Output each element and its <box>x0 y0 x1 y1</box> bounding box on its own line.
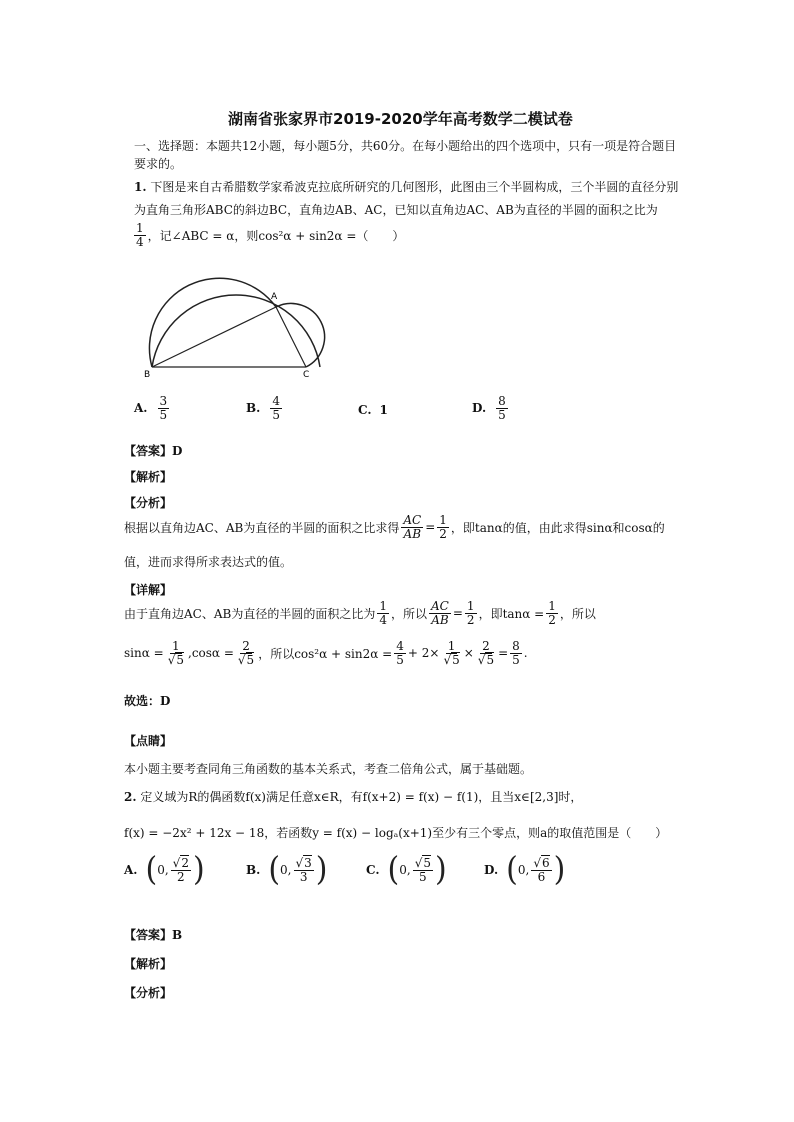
interval-zero: 0, <box>280 863 292 877</box>
frac-num: 4 <box>396 639 404 653</box>
frac-den: AB <box>431 612 449 627</box>
right-paren-icon: ) <box>435 850 447 889</box>
right-paren-icon: ) <box>315 850 328 889</box>
interval-frac <box>171 857 191 883</box>
radicand: 5 <box>423 855 431 870</box>
q1-number: 1. <box>134 180 147 194</box>
q1-ratio-num: 1 <box>136 221 144 235</box>
label-C: C <box>303 370 310 380</box>
semicircle-bc <box>152 295 320 367</box>
frac-num: √2 <box>172 855 189 870</box>
interval-frac <box>413 857 433 883</box>
fenxi-text: ，即tanα的值，由此求得sinα和cosα的 <box>450 520 665 535</box>
q1-xiangjie-line1 <box>124 600 596 626</box>
segment-ab <box>152 307 276 367</box>
xj-frac <box>546 600 558 626</box>
frac-num: 2 <box>482 639 490 653</box>
option-label: B. <box>246 863 261 877</box>
frac-num: 1 <box>466 599 475 613</box>
label-B: B <box>144 370 151 380</box>
xj-frac <box>441 640 461 666</box>
xj-text: = <box>498 646 509 661</box>
radicand: 6 <box>541 855 550 870</box>
frac-den: √5 <box>237 652 255 667</box>
radicand: 5 <box>176 652 184 667</box>
xj-text: × <box>463 646 474 661</box>
q1-dianjing-heading: 【点睛】 <box>124 734 173 748</box>
frac-den: √5 <box>477 652 495 667</box>
q1-fenxi-line1 <box>124 514 665 540</box>
frac-den: 5 <box>512 652 520 667</box>
left-paren-icon: ( <box>387 850 400 889</box>
frac-num: AC <box>431 599 449 613</box>
option-d-fraction <box>496 395 508 421</box>
frac-den: 5 <box>498 407 506 422</box>
interval <box>506 850 566 889</box>
frac-den: √5 <box>443 652 460 667</box>
xj-text: 由于直角边AC、AB为直径的半圆的面积之比为 <box>124 606 376 621</box>
left-paren-icon: ( <box>268 850 281 889</box>
fenxi-text: 根据以直角边AC、AB为直径的半圆的面积之比求得 <box>124 520 400 535</box>
interval-frac <box>531 857 551 883</box>
option-label: C. <box>358 403 372 417</box>
xj-frac <box>166 640 186 666</box>
frac-num: √5 <box>414 855 431 870</box>
option-label: C. <box>366 863 380 877</box>
right-paren-icon: ) <box>192 850 205 889</box>
page-title: 湖南省张家界市2019-2020学年高考数学二模试卷 <box>228 110 573 128</box>
frac-den: 5 <box>396 652 404 667</box>
semicircle-ac <box>276 303 325 367</box>
fenxi-frac-ac-ab <box>401 514 423 540</box>
option-label: A. <box>134 401 148 416</box>
equals-sign: = <box>425 520 436 535</box>
q2-text-1: 定义域为R的偶函数f(x)满足任意x∈R，有f(x+2) = f(x) − f(1)，且当x∈[2,3]时， <box>140 790 583 804</box>
frac-den: AB <box>403 526 422 541</box>
xj-text: ，即tanα = <box>478 606 545 621</box>
xj-frac <box>377 600 389 626</box>
q2-option-a[interactable] <box>124 850 205 889</box>
left-paren-icon: ( <box>145 850 158 889</box>
radicand: 3 <box>304 855 312 870</box>
frac-num: √3 <box>295 855 312 870</box>
q1-ratio-den: 4 <box>136 234 144 249</box>
frac-num: √6 <box>533 855 550 870</box>
semicircle-ab <box>149 278 276 367</box>
q2-number: 2. <box>124 790 137 804</box>
frac-den: 3 <box>299 869 308 884</box>
frac-num: 8 <box>498 394 506 408</box>
frac-den: 5 <box>272 407 280 422</box>
frac-num: 1 <box>548 599 556 613</box>
frac-num: 3 <box>159 394 168 408</box>
xj-text: . <box>523 646 528 661</box>
q1-stem-line3 <box>132 222 404 248</box>
frac-den: √5 <box>167 652 184 667</box>
option-label: D. <box>472 401 487 416</box>
fenxi-frac-half <box>437 514 449 540</box>
frac-num: 1 <box>439 513 447 527</box>
q2-option-b[interactable] <box>246 850 328 889</box>
label-A: A <box>271 292 278 302</box>
frac-num: 4 <box>272 394 280 408</box>
q1-option-b[interactable] <box>246 395 284 421</box>
frac-num: 1 <box>447 639 456 653</box>
interval-frac <box>294 857 314 883</box>
interval-zero: 0, <box>517 863 530 877</box>
xj-frac <box>394 640 406 666</box>
option-b-fraction <box>270 395 282 421</box>
option-label: A. <box>124 863 138 877</box>
frac-num: AC <box>403 513 422 527</box>
q1-stem-line2: 为直角三角形ABC的斜边BC，直角边AB、AC，已知以直角边AC、AB为直径的半圆的面积之比为 <box>134 203 658 217</box>
q2-stem-line1 <box>124 788 582 805</box>
xj-frac <box>236 640 256 666</box>
frac-num: 2 <box>242 639 250 653</box>
q1-dianjing-text: 本小题主要考查同角三角函数的基本关系式，考查二倍角公式，属于基础题。 <box>124 762 533 776</box>
interval <box>387 850 447 889</box>
q2-fenxi-heading: 【分析】 <box>124 986 173 1000</box>
interval <box>145 850 205 889</box>
q1-option-d[interactable] <box>472 395 510 421</box>
xj-text: + 2× <box>407 646 440 661</box>
section-heading: 一、选择题：本题共12小题，每小题5分，共60分。在每小题给出的四个选项中，只有一项是符合题目 <box>134 139 677 153</box>
q1-guxuan: 故选：D <box>124 694 171 708</box>
frac-den: 2 <box>439 526 447 541</box>
xj-text: = <box>452 606 463 621</box>
xj-frac <box>476 640 496 666</box>
radicand: 5 <box>452 652 460 667</box>
frac-num: 1 <box>172 639 180 653</box>
xj-text: ，所以 <box>559 606 596 621</box>
xj-text: ，所以cos²α + sin2α = <box>258 646 393 661</box>
xj-text: ，所以 <box>390 606 427 621</box>
q1-fenxi-line2: 值，进而求得所求表达式的值。 <box>124 555 293 569</box>
xj-frac <box>429 600 451 626</box>
q2-answer: 【答案】B <box>124 928 183 942</box>
q1-xiangjie-heading: 【详解】 <box>124 583 173 597</box>
xj-text: sinα = <box>124 646 164 661</box>
q1-xiangjie-line2 <box>124 640 528 666</box>
xj-text: ,cosα = <box>188 646 234 661</box>
frac-num: 1 <box>379 599 387 613</box>
radicand: 5 <box>246 652 255 667</box>
q1-figure <box>140 265 335 380</box>
q1-fenxi-heading: 【分析】 <box>124 496 173 510</box>
radicand: 2 <box>181 855 189 870</box>
frac-den: 5 <box>159 407 168 422</box>
q1-ratio-fraction <box>134 222 146 248</box>
q1-option-c[interactable] <box>358 403 388 417</box>
q1-answer: 【答案】D <box>124 444 183 458</box>
interval-zero: 0, <box>399 863 411 877</box>
right-paren-icon: ) <box>553 850 566 889</box>
option-a-fraction <box>158 395 170 421</box>
option-c-value: 1 <box>379 403 388 417</box>
frac-num: 8 <box>512 639 520 653</box>
option-label: D. <box>484 863 499 877</box>
radicand: 5 <box>486 652 495 667</box>
frac-den: 2 <box>548 612 556 627</box>
q2-option-c[interactable] <box>366 850 447 889</box>
frac-den: 4 <box>379 612 387 627</box>
frac-den: 5 <box>419 869 427 884</box>
frac-den: 2 <box>177 869 185 884</box>
q1-stem-line1 <box>134 178 678 195</box>
frac-den: 6 <box>537 869 546 884</box>
option-label: B. <box>246 401 261 416</box>
q1-text-3: ，记∠ABC = α，则cos²α + sin2α =（ ） <box>147 228 405 243</box>
interval-zero: 0, <box>157 863 169 877</box>
q2-stem-line2: f(x) = −2x² + 12x − 18，若函数y = f(x) − logₐ(x+1)至少有三个零点，则a的取值范围是（ ） <box>124 826 668 840</box>
left-paren-icon: ( <box>506 850 518 889</box>
q1-text-1: 下图是来自古希腊数学家希波克拉底所研究的几何图形，此图由三个半圆构成，三个半圆的直径分别 <box>150 180 679 194</box>
q2-option-d[interactable] <box>484 850 566 889</box>
section-heading-cont: 要求的。 <box>134 157 183 171</box>
q1-option-a[interactable] <box>134 395 171 421</box>
xj-frac <box>465 600 477 626</box>
frac-den: 2 <box>466 612 475 627</box>
interval <box>268 850 328 889</box>
xj-frac <box>510 640 522 666</box>
q1-jiexi-heading: 【解析】 <box>124 470 173 484</box>
q2-jiexi-heading: 【解析】 <box>124 957 173 971</box>
